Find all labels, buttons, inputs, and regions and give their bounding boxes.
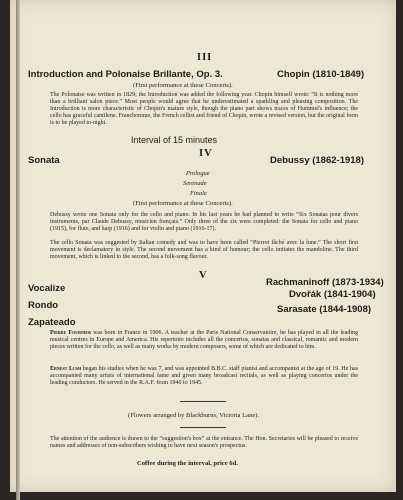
piece-2-title: Rondo [28,300,59,311]
bio-fournier-name: Pierre Fournier [50,330,91,336]
flowers-credit: (Flowers arranged by Blackburns, Victoria Lane). [128,412,260,419]
audience-notice: The attention of the audience is drawn to the “suggestion's box” at the entrance. The Hon. Secretaries will be pleased to receive names and addresses of non-subscribers wishing to have next season's prospectus. [50,436,358,449]
movement-3: Finale [190,190,207,197]
section-4-numeral: IV [199,148,213,159]
bio-lush [50,366,358,387]
coffee-notice: Coffee during the interval, price 6d. [137,460,238,467]
program-page [10,0,396,492]
section-4-title: Sonata [28,155,60,166]
section-4-note: (First performance at these Concerts). [133,200,233,207]
section-3-note: (First performance at these Concerts). [133,82,233,89]
bio-lush-text: began his studies when he was 7, and was appointed B.B.C. staff pianist and accompanist at the age of 19. He has accompanied many artists of international fame and given many broadcast recitals, as well as playing concertos under the leading conductors. He served in the R.A.F. from 1940 to 1945. [50,366,358,386]
section-3-numeral: III [197,52,213,63]
divider-1 [180,401,226,402]
section-3-title: Introduction and Polonaise Brillante, Op. 3. [28,69,223,80]
section-4-description-2: The cello Sonata was suggested by Italian comedy and was to have been called “Pierrot fâché avec la lune.” The short first movement is declamatory in style. The second movement has a kind of humour; the cello imitates the mandoline. The third movement, which is linked to the second, has a folk-song flavour. [50,240,358,260]
movement-1: Prologue [186,170,210,177]
piece-1-title: Vocalize [28,283,66,294]
bio-fournier [50,330,358,351]
section-4-description-1: Debussy wrote one Sonata only for the cello and piano. In his last years he had planned to write “Six Sonatas pour divers instruments, par Claude Debussy, musicien français.” Only three of the six were completed: the Sonata for cello and piano (1915), for flute, and harp (1916) and for violin and piano (1916-17). [50,212,358,232]
movement-2: Serenade [183,180,207,187]
page-fold [16,0,20,500]
section-4-composer: Debussy (1862-1918) [270,155,364,166]
piece-3-title: Zapateado [28,317,76,328]
piece-3-composer: Sarasate (1844-1908) [277,304,372,315]
piece-2-composer: Dvořák (1841-1904) [289,289,376,300]
section-3-description: The Polonaise was written in 1829; the Introduction was added the following year. Chopin himself wrote: “It is nothing more than a brilliant salon piece.” Most people would agree that he underestimated a sparkling and pleasing composition. The Introduction is more characteristic of Chopin's mature style, though the piano part shows traces of Hummel's influence; the cello has graceful cantilene. Franchomme, the French cellist and friend of Chopin, wrote a revised version, but the original form is to be played to-night. [50,92,358,126]
interval-heading: Interval of 15 minutes [131,135,218,145]
bio-fournier-text: was born in France in 1906. A teacher at the Paris National Conservatoire, he has played in all the leading musical centres in Europe and America. His repertoire includes all the concertos, sonatas and classical, romantic and modern pieces written for the cello, as well as many works by modern composers, some of which are dedicated to him. [50,330,359,350]
divider-2 [180,427,226,428]
bio-lush-name: Ernest Lush [50,366,82,372]
section-5-numeral: V [199,270,208,281]
section-3-composer: Chopin (1810-1849) [277,69,365,80]
piece-1-composer: Rachmaninoff (1873-1934) [266,277,384,288]
